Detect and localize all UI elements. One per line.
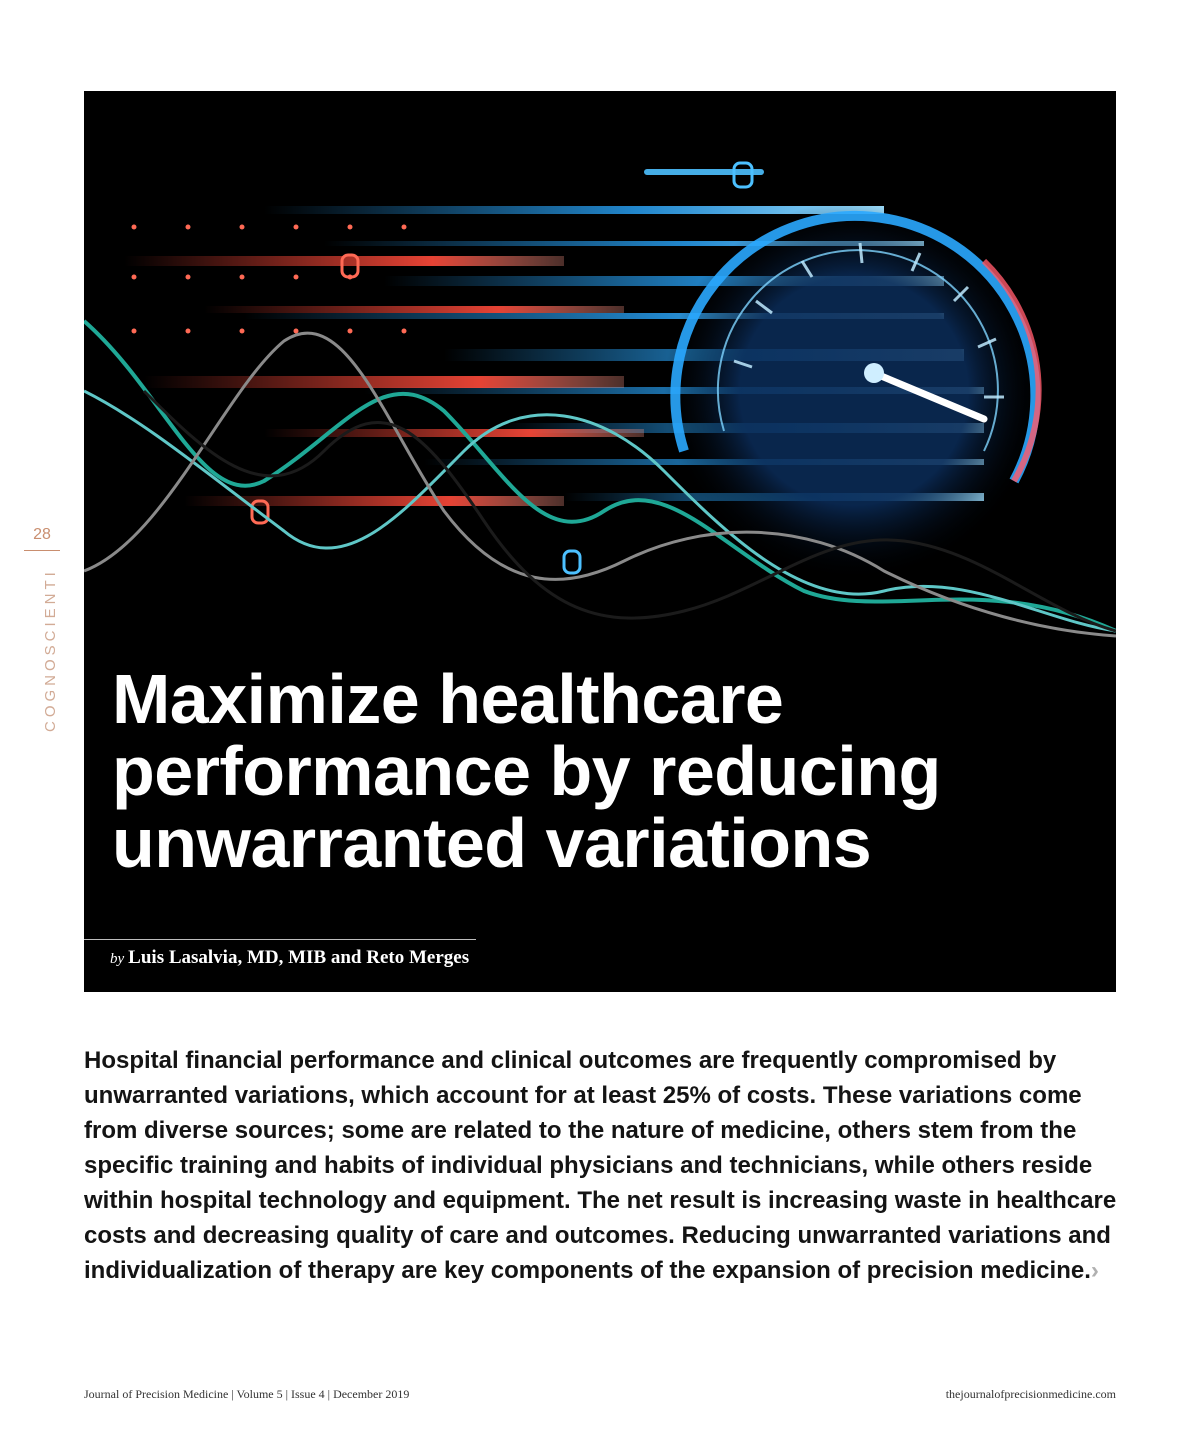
byline xyxy=(110,947,469,969)
article-title-line-2: performance by reducing xyxy=(112,732,941,810)
article-title-line-1: Maximize healthcare xyxy=(112,660,784,738)
article-title xyxy=(112,660,1092,882)
chevron-right-icon: › xyxy=(1090,1257,1099,1284)
page-number-rule xyxy=(24,550,60,551)
side-tab xyxy=(20,522,64,742)
footer-website[interactable]: thejournalofprecisionmedicine.com xyxy=(945,1387,1116,1401)
article-intro-text: Hospital financial performance and clinical outcomes are frequently compromised by unwarranted variations, which account for at least 25% of costs. These variations come from diverse sources; some are related to the nature of medicine, others stem from the specific training and habits of individual physicians and technicians, while others reside within hospital technology and equipment. The net result is increasing waste in healthcare costs and decreasing quality of care and outcomes. Reducing unwarranted variations and individualization of therapy are key components of the expansion of precision medicine. xyxy=(84,1047,1117,1284)
page-number: 28 xyxy=(33,526,51,543)
hero-banner xyxy=(84,91,1116,992)
speedometer-illustration xyxy=(84,91,1116,641)
article-intro xyxy=(84,1043,1124,1288)
section-label: COGNOSCIENTI xyxy=(42,568,59,732)
article-title-line-3: unwarranted variations xyxy=(112,804,872,882)
byline-authors: Luis Lasalvia, MD, MIB and Reto Merges xyxy=(128,947,470,968)
footer-publication: Journal of Precision Medicine | Volume 5 | Issue 4 | December 2019 xyxy=(84,1387,410,1401)
byline-prefix: by xyxy=(110,951,125,967)
byline-rule xyxy=(84,939,476,940)
